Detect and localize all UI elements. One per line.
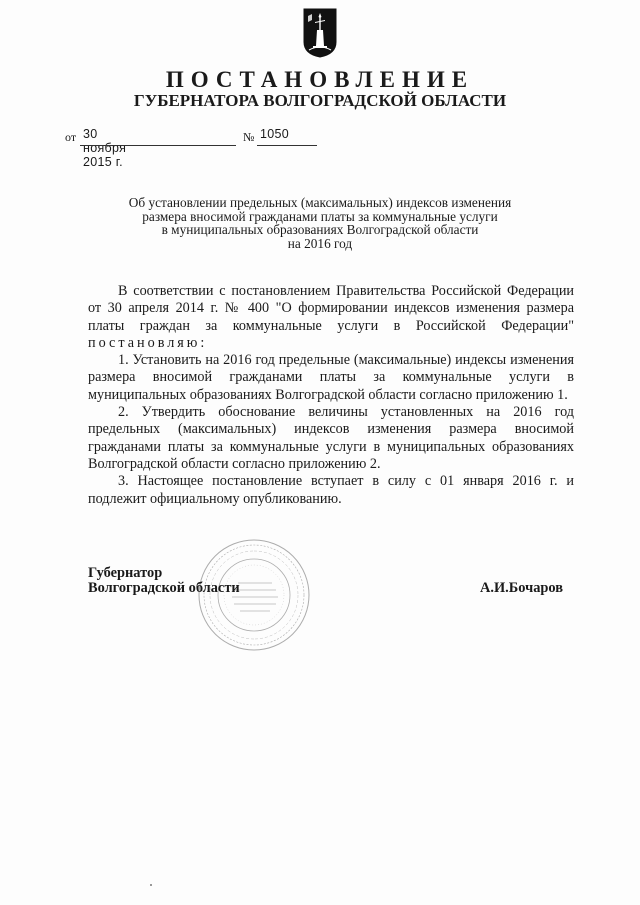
document-subject: [100, 196, 540, 250]
subject-line-1: Об установлении предельных (максимальных) индексов изменения: [128, 195, 512, 210]
document-title: ПОСТАНОВЛЕНИЕ: [165, 67, 475, 92]
date-value: 30 ноября 2015 г.: [83, 127, 127, 169]
item-1-paragraph: 1. Установить на 2016 год предельные (максимальные) индексы изменения размера вносимой гражданами платы за коммунальные услуги в муниципальных образованиях Волгоградской области согласно приложению 1.: [88, 352, 574, 403]
item-2-paragraph: 2. Утвердить обоснование величины установленных на 2016 год предельных (максимальных) индексов изменения размера вносимой гражданами платы за коммунальные услуги в муниципальных образованиях Волгоградской области согласно приложению 2.: [88, 404, 574, 472]
preamble-text: В соответствии с постановлением Правительства Российской Федерации от 30 апреля 2014 г. № 400 "О формировании индексов изменения размера платы граждан за коммунальные услуги в Российской Федерации": [88, 283, 574, 334]
number-underline: [257, 145, 317, 146]
document-issuer: ГУБЕРНАТОРА ВОЛГОГРАДСКОЙ ОБЛАСТИ: [133, 91, 507, 110]
position-line-2: Волгоградской области: [88, 580, 240, 596]
signatory-name: А.И.Бочаров: [480, 580, 564, 596]
date-underline: [80, 145, 236, 146]
preamble-paragraph: [88, 283, 574, 352]
number-value: 1050: [260, 127, 290, 141]
subject-line-4: на 2016 год: [287, 235, 353, 251]
document-body: [88, 283, 574, 508]
position-line-1: Губернатор: [88, 565, 163, 581]
signatory-position: [88, 566, 240, 596]
resolve-word: постановляю:: [88, 334, 208, 351]
coat-of-arms-icon: [303, 8, 337, 58]
item-3-paragraph: 3. Настоящее постановление вступает в силу с 01 января 2016 г. и подлежит официальному опубликованию.: [88, 473, 574, 507]
subject-line-3: в муниципальных образованиях Волгоградской области: [161, 222, 479, 237]
subject-line-2: размера вносимой гражданами платы за коммунальные услуги: [142, 208, 498, 224]
date-label: от: [65, 130, 77, 144]
scan-speck: [150, 884, 152, 886]
number-label: №: [243, 130, 255, 144]
